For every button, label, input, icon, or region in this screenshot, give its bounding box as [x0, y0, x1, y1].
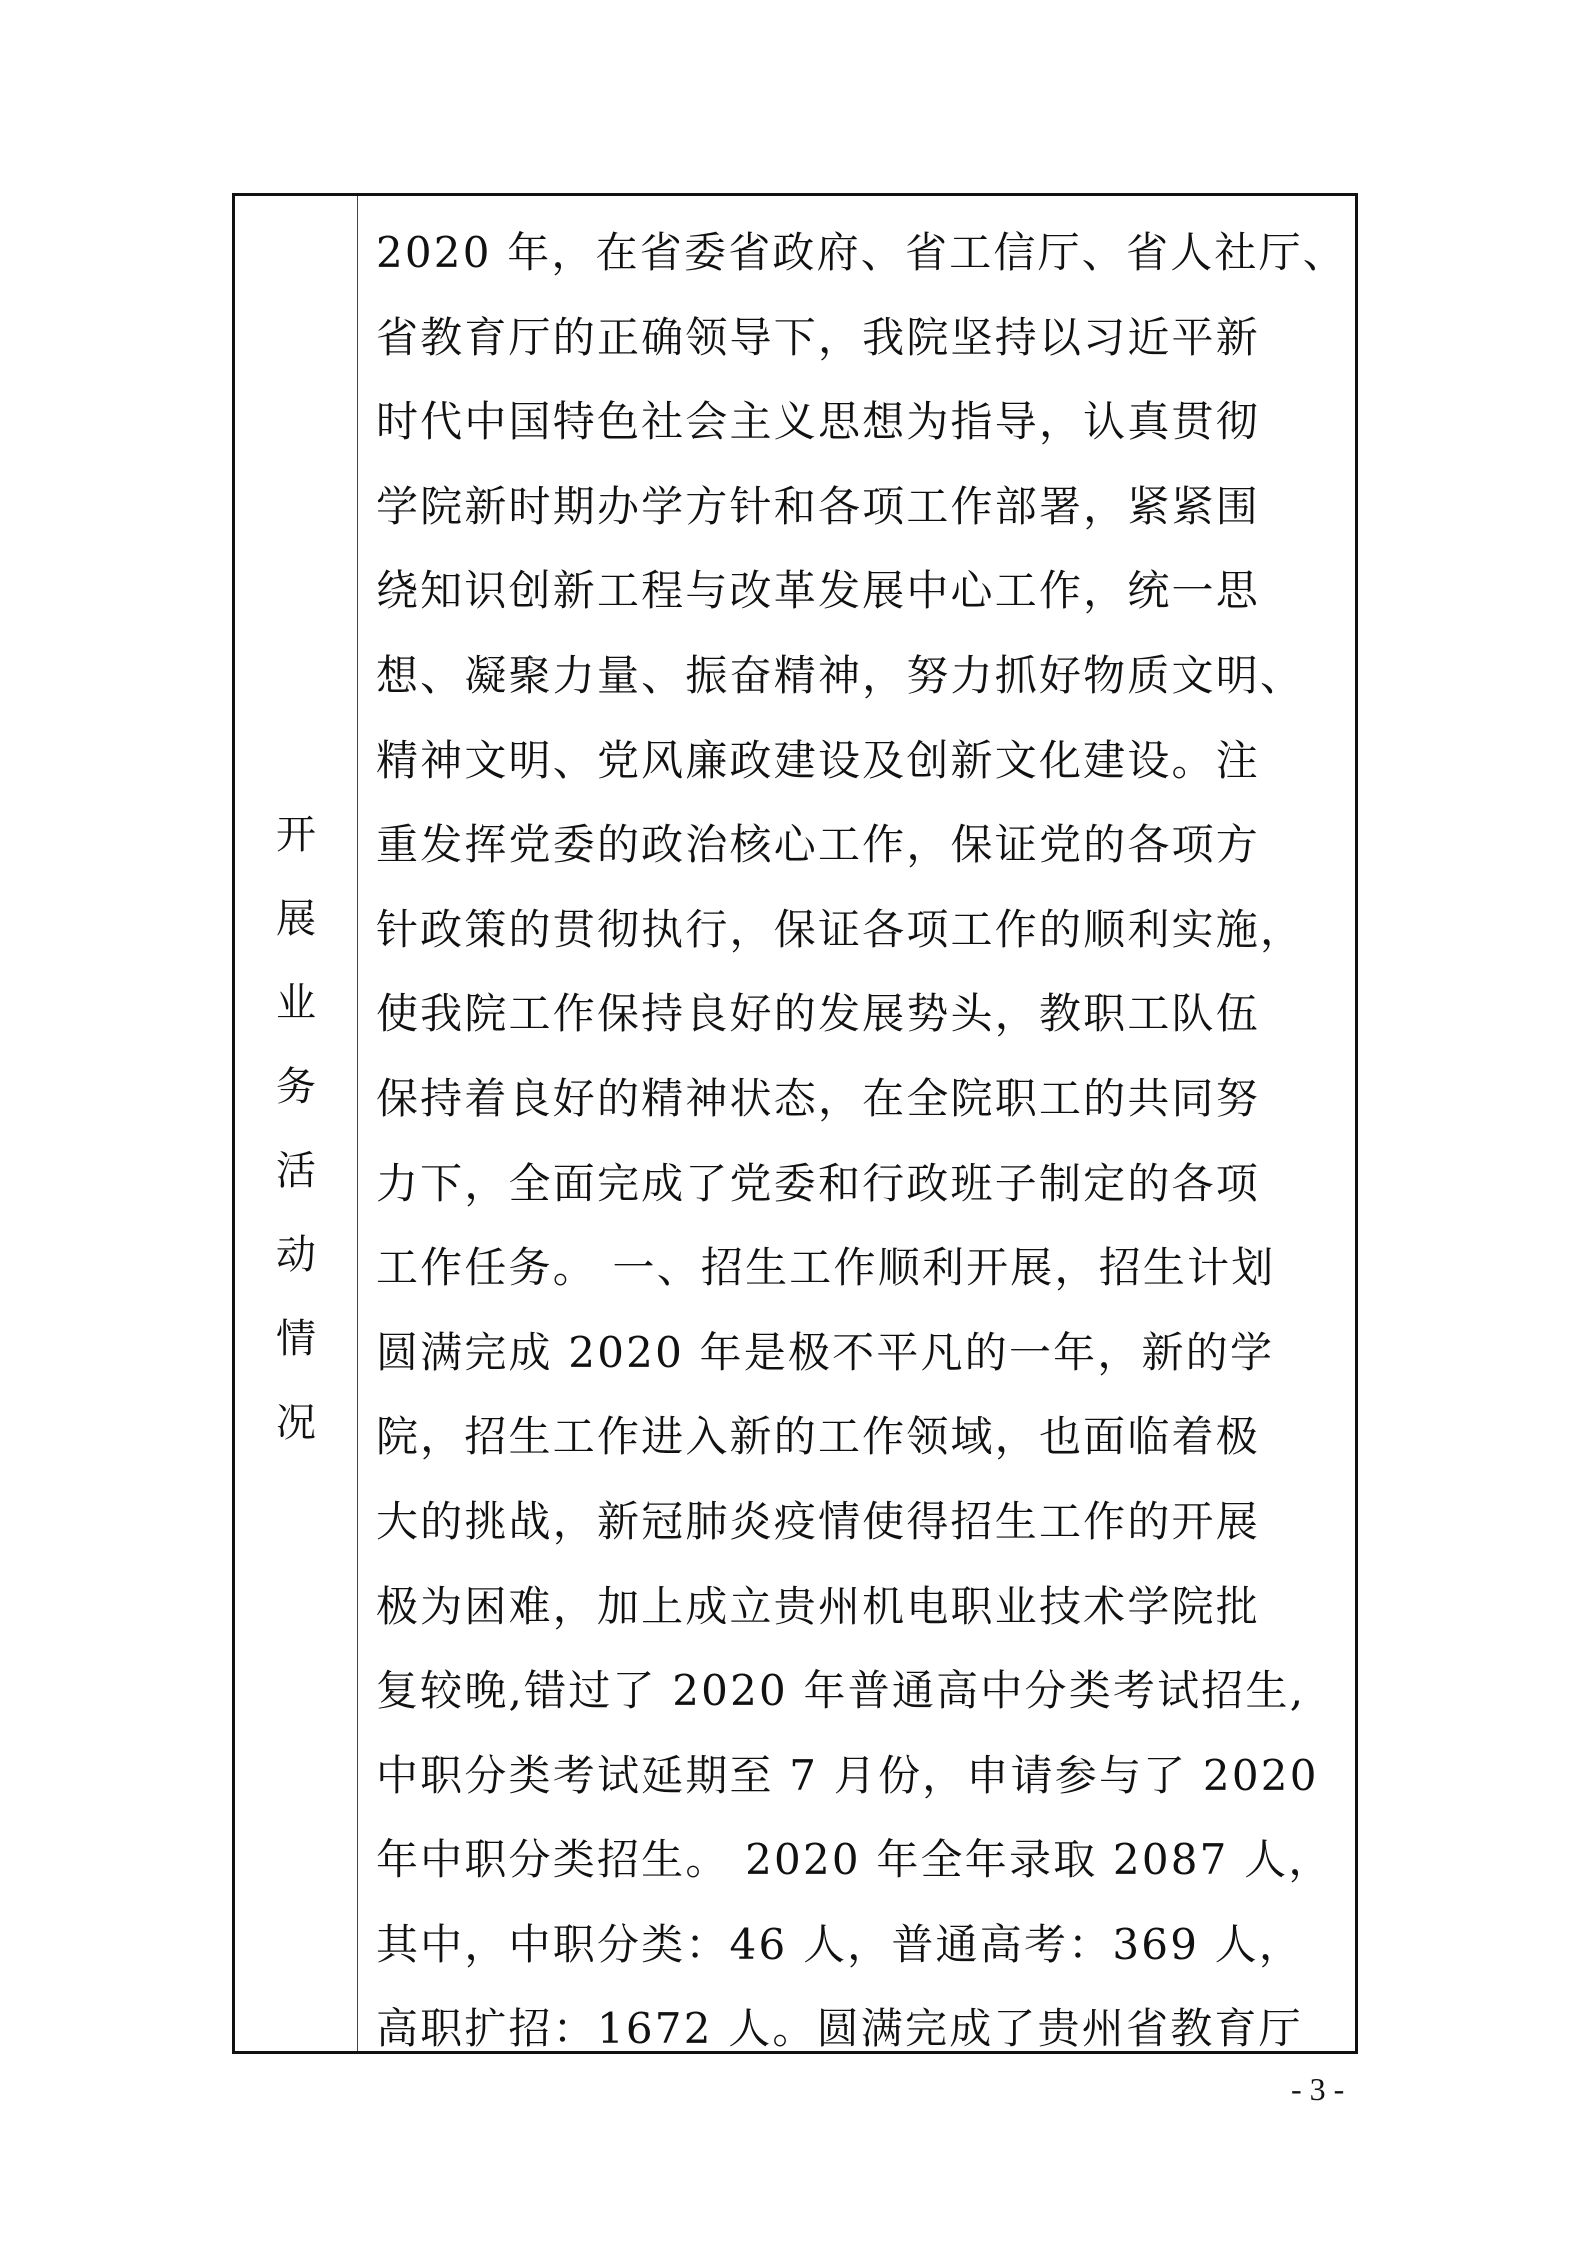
content-line: 高职扩招：1672 人。圆满完成了贵州省教育厅	[375, 2004, 1303, 2054]
content-line: 绕知识创新工程与改革发展中心工作，统一思	[375, 566, 1260, 616]
content-line: 学院新时期办学方针和各项工作部署，紧紧围	[375, 481, 1260, 531]
row-label	[266, 793, 326, 1465]
content-line: 工作任务。 一、招生工作顺利开展，招生计划	[375, 1243, 1276, 1293]
row-label-char: 务	[275, 1063, 316, 1110]
content-line: 圆满完成 2020 年是极不平凡的一年，新的学	[375, 1327, 1275, 1377]
activity-content-cell	[358, 196, 1355, 2054]
content-line: 重发挥党委的政治核心工作，保证党的各项方	[375, 820, 1260, 870]
content-line: 院，招生工作进入新的工作领域，也面临着极	[375, 1412, 1260, 1462]
content-line: 省教育厅的正确领导下，我院坚持以习近平新	[375, 312, 1260, 362]
content-line: 精神文明、党风廉政建设及创新文化建设。注	[375, 735, 1260, 785]
content-line: 力下，全面完成了党委和行政班子制定的各项	[375, 1158, 1260, 1208]
row-label-char: 况	[275, 1399, 316, 1446]
row-label-char: 开	[275, 811, 316, 858]
row-label-char: 活	[275, 1147, 316, 1194]
content-line: 大的挑战，新冠肺炎疫情使得招生工作的开展	[375, 1496, 1260, 1546]
content-line: 想、凝聚力量、振奋精神，努力抓好物质文明、	[375, 650, 1305, 700]
content-line: 极为困难，加上成立贵州机电职业技术学院批	[375, 1581, 1260, 1631]
content-line: 使我院工作保持良好的发展势头，教职工队伍	[375, 989, 1260, 1039]
row-label-char: 情	[275, 1315, 316, 1362]
content-line: 复较晚,错过了 2020 年普通高中分类考试招生,	[375, 1666, 1306, 1716]
content-line: 中职分类考试延期至 7 月份，申请参与了 2020	[375, 1750, 1319, 1800]
row-label-char: 业	[275, 979, 316, 1026]
content-line: 2020 年，在省委省政府、省工信厅、省人社厅、	[375, 228, 1347, 277]
row-label-char: 动	[275, 1231, 316, 1278]
row-label-cell	[235, 196, 358, 2051]
content-line: 其中，中职分类：46 人，普通高考：369 人，	[375, 1919, 1304, 1969]
row-label-char: 展	[275, 895, 316, 942]
activity-report-table	[232, 193, 1358, 2054]
content-line: 时代中国特色社会主义思想为指导，认真贯彻	[375, 397, 1260, 447]
content-line: 保持着良好的精神状态，在全院职工的共同努	[375, 1073, 1260, 1123]
content-line: 年中职分类招生。 2020 年全年录取 2087 人，	[375, 1835, 1333, 1885]
content-line: 针政策的贯彻执行，保证各项工作的顺利实施，	[375, 904, 1305, 954]
page-number: - 3 -	[1291, 2071, 1345, 2107]
